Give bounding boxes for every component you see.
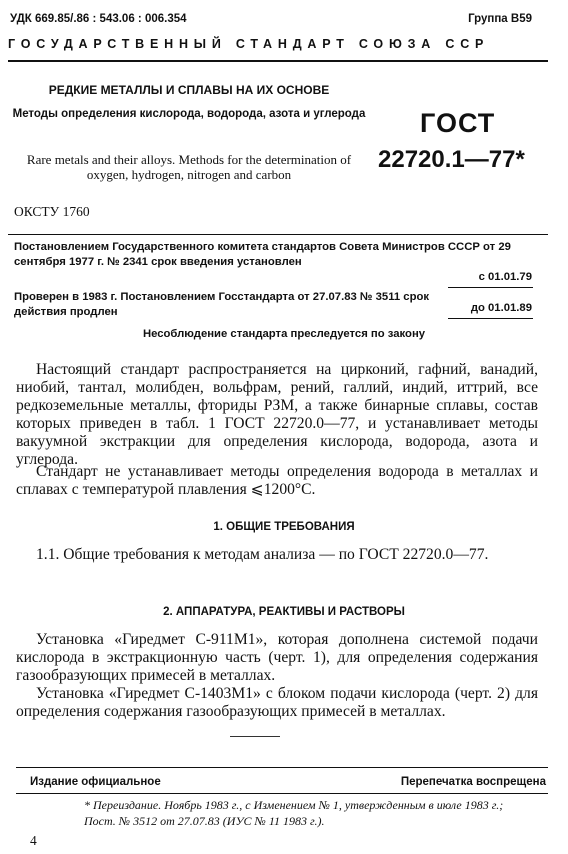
section-heading-general: 1. ОБЩИЕ ТРЕБОВАНИЯ: [213, 521, 355, 533]
edition-label: Издание официальное: [30, 776, 161, 788]
paragraph-apparatus-2: Установка «Гиредмет С-1403М1» с блоком подачи кислорода (черт. 2) для определения содержания газообразующих примесей в металлах.: [16, 685, 538, 720]
title-russian: РЕДКИЕ МЕТАЛЛЫ И СПЛАВЫ НА ИХ ОСНОВЕ: [48, 83, 330, 97]
decree-text: Постановлением Государственного комитета стандартов Совета Министров СССР от 29 сентября 1977 г. № 2341 срок введения установлен: [14, 241, 511, 268]
paragraph-exclusion: Стандарт не устанавливает методы определения водорода в металлах и сплавах с температурой плавления ⩽1200°С.: [16, 463, 538, 498]
page-number: 4: [30, 833, 37, 848]
gost-number: 22720.1—77*: [378, 146, 525, 173]
section-heading-apparatus: 2. АППАРАТУРА, РЕАКТИВЫ И РАСТВОРЫ: [163, 606, 405, 618]
paragraph-general-requirements: 1.1. Общие требования к методам анализа — по ГОСТ 22720.0—77.: [36, 546, 489, 563]
paragraph-scope: Настоящий стандарт распространяется на цирконий, гафний, ванадий, ниобий, тантал, молибден, вольфрам, рений, галлий, индий, иттрий, все редкоземельные металлы, фториды РЗМ, а также бинарные сплавы, состав которых приведен в табл. 1 ГОСТ 22720.0—77, и устанавливает методы вакуумной экстракции для определения кислорода, водорода, азота и углерода.: [16, 361, 538, 468]
title-english: Rare metals and their alloys. Methods for the determination of oxygen, hydrogen, nitrogen and carbon: [26, 152, 352, 182]
checked-text: Проверен в 1983 г. Постановлением Госстандарта от 27.07.83 № 3511 срок действия продлен: [14, 291, 430, 318]
effective-date-underline: [448, 287, 533, 288]
expiry-date: до 01.01.89: [470, 302, 532, 314]
subtitle-russian: Методы определения кислорода, водорода, азота и углерода: [12, 108, 366, 120]
okstu-code: ОКСТУ 1760: [14, 204, 90, 219]
group-code: Группа В59: [468, 13, 532, 25]
gost-label: ГОСТ: [420, 108, 496, 138]
effective-date: с 01.01.79: [478, 271, 532, 283]
footer-top-rule: [16, 767, 548, 768]
middle-rule: [8, 234, 548, 235]
reissue-footnote: * Переиздание. Ноябрь 1983 г., с Изменением № 1, утвержденным в июле 1983 г.; Пост. № 3512 от 27.07.83 (ИУС № 11 1983 г.).: [84, 798, 504, 828]
footer-bottom-rule: [16, 793, 548, 794]
expiry-date-underline: [448, 318, 533, 319]
udk-code: УДК 669.85/.86 : 543.06 : 006.354: [10, 13, 187, 25]
paragraph-apparatus-1: Установка «Гиредмет С-911М1», которая дополнена системой подачи кислорода в экстракционную часть (черт. 1), для определения содержания газообразующих примесей в металлах.: [16, 631, 538, 684]
reprint-notice: Перепечатка воспрещена: [400, 776, 546, 788]
state-standard-banner: ГОСУДАРСТВЕННЫЙ СТАНДАРТ СОЮЗА ССР: [8, 37, 490, 51]
top-rule: [8, 60, 548, 62]
law-notice: Несоблюдение стандарта преследуется по закону: [142, 328, 426, 340]
section-end-rule: [230, 736, 280, 737]
